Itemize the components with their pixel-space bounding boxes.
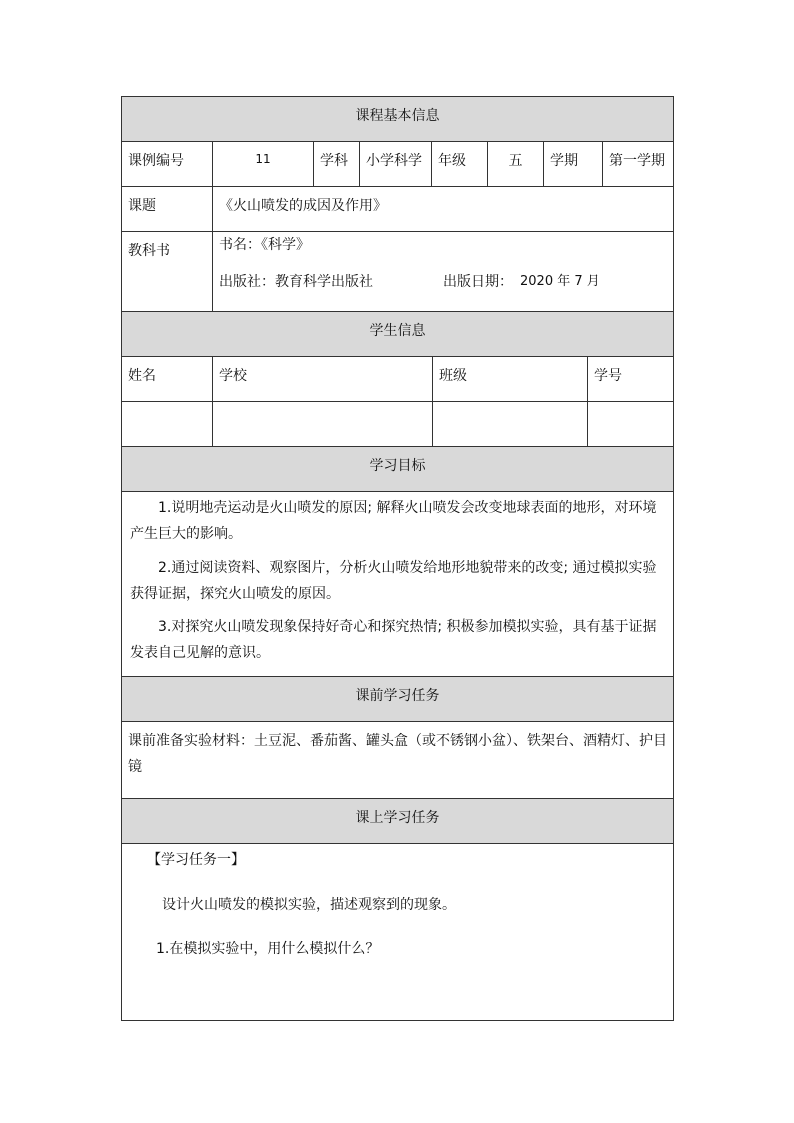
term-value: 第一学期	[609, 153, 665, 169]
question-1: 1.在模拟实验中，用什么模拟什么？	[156, 941, 380, 957]
school-label: 学校	[213, 357, 433, 401]
course-table	[121, 96, 674, 1021]
goals-header: 学习目标	[369, 458, 426, 474]
pre-task-text: 课前准备实验材料：土豆泥、番茄酱、罐头盒（或不锈钢小盆）、铁架台、酒精灯、护目镜	[128, 733, 667, 775]
in-class-header: 课上学习任务	[355, 810, 440, 826]
topic-row	[122, 187, 673, 232]
task-description: 设计火山喷发的模拟实验，描述观察到的现象。	[162, 897, 456, 913]
textbook-row	[122, 232, 673, 312]
term-label: 学期	[544, 142, 603, 186]
goal-item: 2.通过阅读资料、观察图片，分析火山喷发给地形地貌带来的改变; 通过模拟实验获得证据，探究火山喷发的原因。	[130, 560, 657, 602]
pub-date-label: 出版日期：	[443, 274, 513, 290]
goal-item: 1.说明地壳运动是火山喷发的原因; 解释火山喷发会改变地球表面的地形，对环境产生巨大的影响。	[130, 500, 657, 542]
school-field[interactable]	[213, 402, 433, 446]
subject-value: 小学科学	[360, 142, 432, 186]
publisher: 出版社：教育科学出版社	[219, 274, 373, 290]
task-title: 【学习任务一】	[147, 852, 245, 868]
topic-value: 《火山喷发的成因及作用》	[219, 198, 387, 214]
case-no-value: 11	[213, 142, 314, 186]
pub-date-value: 2020 年 7 月	[520, 274, 600, 289]
pre-task-header: 课前学习任务	[355, 688, 440, 704]
course-meta-row	[122, 142, 673, 187]
course-info-header-row	[122, 97, 673, 142]
student-id-label: 学号	[594, 368, 622, 384]
pre-task-content-row	[122, 722, 673, 799]
class-field[interactable]	[433, 402, 588, 446]
topic-label: 课题	[122, 187, 213, 231]
goals-header-row	[122, 447, 673, 492]
goals-content-row	[122, 492, 673, 677]
name-field[interactable]	[122, 402, 213, 446]
book-name: 书名：《科学》	[219, 237, 310, 253]
student-labels-row	[122, 357, 673, 402]
in-class-header-row	[122, 799, 673, 844]
student-id-field[interactable]	[588, 402, 673, 446]
goal-item: 3.对探究火山喷发现象保持好奇心和探究热情; 积极参加模拟实验，具有基于证据发表自己见解的意识。	[130, 619, 657, 661]
grade-label: 年级	[432, 142, 488, 186]
student-info-header: 学生信息	[369, 323, 426, 339]
grade-value: 五	[488, 142, 544, 186]
pre-task-header-row	[122, 677, 673, 722]
textbook-label: 教科书	[122, 232, 213, 311]
in-class-content-row	[122, 844, 673, 1020]
subject-label: 学科	[314, 142, 360, 186]
case-no-label: 课例编号	[122, 142, 213, 186]
student-info-header-row	[122, 312, 673, 357]
course-info-header: 课程基本信息	[355, 108, 440, 124]
class-label: 班级	[433, 357, 588, 401]
textbook-info	[213, 232, 673, 311]
student-values-row	[122, 402, 673, 447]
name-label: 姓名	[122, 357, 213, 401]
